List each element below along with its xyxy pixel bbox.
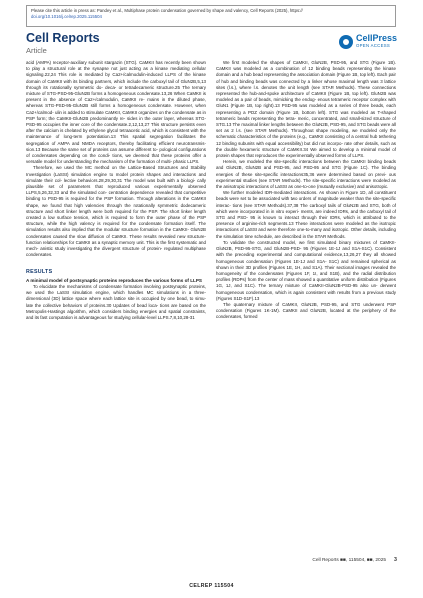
- footer-journal: Cell Reports ■■, 115504, ■■, 2025: [312, 558, 387, 563]
- section-heading-results: RESULTS: [26, 268, 53, 275]
- page-footer: [312, 557, 397, 563]
- left-column: [26, 60, 206, 321]
- right-column: [216, 60, 396, 321]
- publisher-logo: [339, 31, 397, 53]
- article-type: Article: [26, 46, 47, 55]
- page-number: 3: [394, 557, 397, 563]
- body-paragraph: acid (AMPA) receptor-auxiliary subunit stargazin (STG). CaMKII has recently been shown to play a structural role at the synapse not just acting as a kinase mediating cellular signaling.22,24 This role is mediated by Ca2+/calmodulin-induced LLPS of the kinase domain of CaMKII with its binding partners, which include the carboxyl tail of GluN2B,5,13 through its rotationally symmetric do- deca- or tetradecameric structure.25 The ternary mixture of STG-PSD-95-GluN2B forms a homogeneous condensate.13,26 When CaMKII is present in the absence of Ca2+/calmodulin, CaMKII re- mains in the diluted phase, whereas STG-PSD-95-GluN2B still forms a homogeneous condensate. However, when Ca2+/calmod- ulin is added to stimulate CaMKII, CaMKII organizes on the condensate as in PSP form; the CaMKII-GluN2B predominantly re- sides in the outer layer, whereas STG-PSD-95 occupies the inner core of the condensate.2,12,13,27 This structure persists even after the calcium is chelated by ethylene glycol tetraacetic acid, which is consistent with the maintenance of long-term potentiation.13 This spatial segregation facilitates the segregation of AMPA and NMDA receptors, thereby facilitating efficient neurotransmis- sion.13 Because the same set of proteins can assume different to- pological configurations of condensates depending on the condi- tions, we deemed that these proteins offer a versatile model for understanding the mechanism of the formation of multi- phasic LLPS.: [26, 60, 206, 165]
- body-paragraph: We first modeled the shapes of CaMKII, GluN2B, PSD-95, and STG (Figure 1B). CaMKII was modeled as a combination of 12 binding beads representing the kinase domain and a hub bead representing the association domain (Figure 1B, top left). Each pair of hub and binding beads was connected by a linker whose maximal length was 3 lattice sites (l.s.), where l.s. denotes the unit length (see STAR Methods). These connections represented the hub-and-spoke architecture of CaMKII (Figure 1B, top left). GluN2B was modeled as a pair of beads, mimicking the endog- enous tetrameric receptor complex with GluN1 (Figure 1B, top right).13 PSD-95 was modeled as a series of three beads, each representing a PDZ domain (Figure 1B, bottom left). STG was modeled as T-shaped tetrameric beads representing the tetra- meric, concentrated, and small-sized structure of STG.13 The maximal linker lengths between the GluN2B, PSD-95, and STG beads were all set as 2 l.s. (see STAR Methods). Throughout shape modeling, we modeled only the schematic characteristics of the proteins (e.g., CaMKII consisting of a central hub tethering 12 binding subunits with equal accessibility) but did not incorpo- rate other details, such as the double hexameric structure of CaMKII.34 We aimed to develop a minimal model of protein shapes that reproduces the experimentally observed forms of LLPS.: [216, 60, 396, 159]
- body-paragraph: To validate the constructed model, we first simulated binary mixtures of CaMKII-GluN2B, PSD-95-STG, and GluN2B-PSD- 95 (Figures 1E-1J and S1A-S1C). Consistent with the preceding experimental and computational evidence,13,26,27 they all showed homogeneous condensation (Figures 1E-1J and S1A- S1C) and remained spherical as shown in their 3D profiles (Figures 1E, 1H, and S1A). Their sectional images revealed the homogeneity of the condensates (Figures 1F, 1I, and S1B), and the radial distribution profiles (RDPs) from the center of mass showed a quantitative uniform distribution (Figures 1G, 1J, and S1C). The ternary mixture of CaMKII-GluN2B-PSD-95 also un- derwent homogeneous condensation, which is again consistent with results from a previous study (Figures S1D-S1F).13: [216, 239, 396, 301]
- body-paragraph: To elucidate the mechanisms of condensate formation involving postsynaptic proteins, we used the LaSSI simulation engine, which handles MC simulations in a three-dimensional (3D) lattice space where each lattice site is occupied by one bead, to simu- late the collective behaviors of proteins.30 Updates of bead loca- tions are based on the Metropolis-Hastings algorithm, which considers binding energies and spatial constraints, and its fast computation is advantageous for studying cellular-level LLPS.7,8,10,28-31: [26, 283, 206, 320]
- open-access-label: OPEN ACCESS: [355, 43, 391, 48]
- subsection-heading: A minimal model of postsynaptic proteins reproduces the various forms of LLPS: [26, 277, 202, 283]
- body-paragraph: Therefore, we used the MC method on the Lattice-Based Structures and Stability Investigation (LaSSI) simulation engine to model protein shapes and interactions and simulate their col- lective behaviors.28,29,30,31 The model was built with a biologi- cally plausible set of parameters that reproduced various experimentally observed LLPS,5,26,32,33 and the simulated con- centration dependence revealed that competitive binding to PSD-95 is required for the PSP formation. Through alterations in the CaMKII shape, we found that high valencies through the rotationally symmetric dodecameric structure and short linker length were both required for the PSP. The short linker length created a low surface tension, which is required to form the outer phase of the PSP structure, while the high valency is required for the condensate formation itself. The simulation results also implied that the modular structure formation in the CaMKII- GluN2B condensates caused the slow diffusion of CaMKII. These results revealed new structure-function relationships for CaMKII as a synaptic memory unit. This is the first systematic and mech- anistic study investigating the divergent structure of protein- regulated multiphase condensates.: [26, 165, 206, 258]
- citation-notice: [26, 5, 396, 27]
- proof-label: CELREP 115504: [189, 583, 234, 589]
- citation-notice-line1: Please cite this article in press as: Pandey et al., Multiphase protein condensation governed by shape and valency, Cell Reports (2025), https://: [31, 8, 303, 13]
- body-paragraph: The quaternary mixture of CaMKII, GluN2B, PSD-95, and STG underwent PSP condensation (Figures 1K-1M). CaMKII and GluN2B, located at the periphery of the condensates, formed: [216, 301, 396, 320]
- doi-link[interactable]: doi.org/10.1016/j.celrep.2025.115504: [31, 13, 102, 19]
- journal-title: Cell Reports: [26, 31, 100, 45]
- body-paragraph: We further modeled IDR-mediated interactions. As shown in Figure 1D, all constituent beads were set to be associated with two orders of magnitude weaker than the site-specific interac- tions (see STAR Methods).37,38 The carboxyl tails of GluN2B and STG, both of which were incorporated in in vitro experi- ments, are indeed IDRs, and the carboxyl tail of STG and PSD- 95 is known to interact through their IDRs, which is attributed to the presence of arginine-rich segments.13 These interactions were modeled as the isotropic interactions of LaSSI and were therefore one-to-many and isotropic. Other details, including the simulation time schedule, are described in the STAR Methods.: [216, 190, 396, 239]
- body-paragraph: Herein, we modeled the site-specific interactions between the CaMKII binding beads and GluN2B, GluN2B and PSD-95, and PSD-95 and STG (Figure 1C). The binding energies of these site-specific interactions35,36 were determined based on previ- ous experimental studies (see STAR Methods). The site-specific interactions were modeled as the anisotropic interactions of LaSSI as one-to-one (mutually exclusive) and anisotropic.: [216, 159, 396, 190]
- cellpress-logo-icon: [339, 35, 353, 49]
- publisher-name: CellPress: [355, 33, 397, 43]
